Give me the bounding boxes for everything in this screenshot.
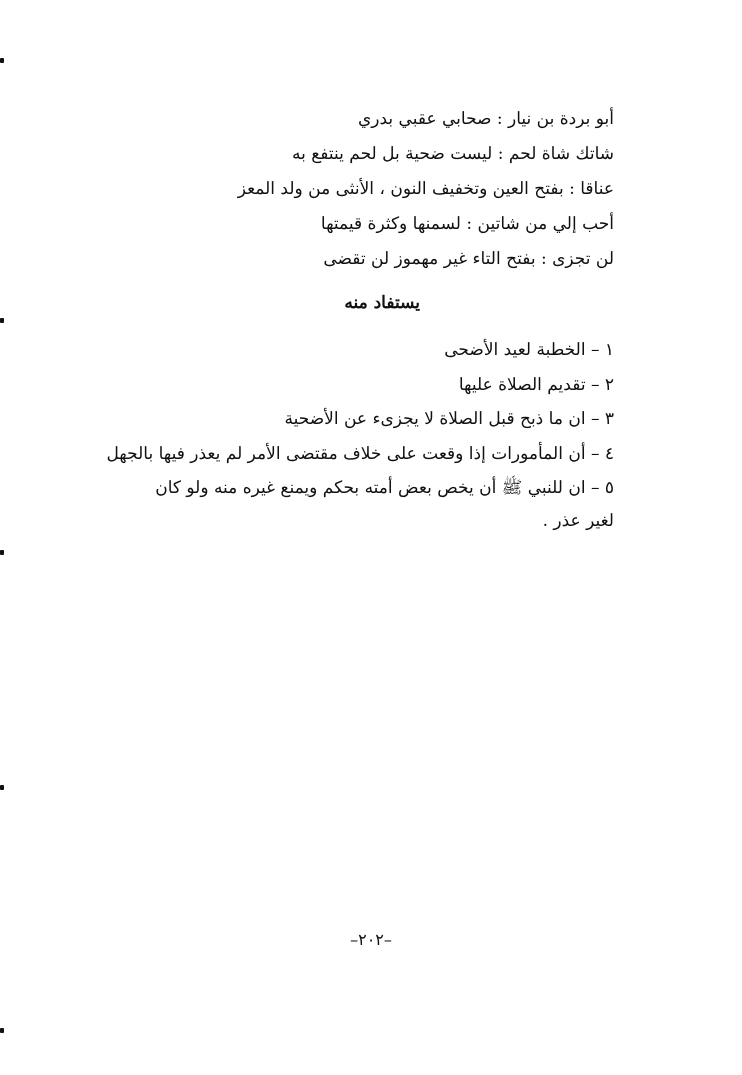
glossary-line: أحب إلي من شاتين : لسمنها وكثرة قيمتها xyxy=(320,214,614,234)
margin-mark xyxy=(0,318,4,323)
glossary-line: أبو بردة بن نيار : صحابي عقبي بدري xyxy=(357,109,614,129)
lesson-continuation: لغير عذر . xyxy=(542,510,614,531)
glossary-line: عناقا : بفتح العين وتخفيف النون ، الأنثى من ولد المعز xyxy=(237,179,614,199)
section-heading: يستفاد منه xyxy=(344,293,420,313)
glossary-line: لن تجزى : بفتح التاء غير مهموز لن تقضى xyxy=(323,249,614,269)
glossary-line: شاتك شاة لحم : ليست ضحية بل لحم ينتفع به xyxy=(291,144,614,164)
margin-mark xyxy=(0,1028,4,1033)
margin-mark xyxy=(0,58,4,63)
glossary-section xyxy=(134,102,614,277)
lesson-item: ٥ – ان للنبي ﷺ أن يخص بعض أمته بحكم ويمنع غيره منه ولو كان xyxy=(155,478,614,498)
lesson-item: ٤ – أن المأمورات إذا وقعت على خلاف مقتضى الأمر لم يعذر فيها بالجهل xyxy=(106,443,614,464)
page-number: –٢٠٢– xyxy=(350,930,392,949)
margin-mark xyxy=(0,785,4,790)
lesson-item: ٣ – ان ما ذبح قبل الصلاة لا يجزىء عن الأضحية xyxy=(284,409,614,429)
lesson-item: ١ – الخطبة لعيد الأضحى xyxy=(444,340,614,360)
margin-mark xyxy=(0,550,4,555)
lessons-list xyxy=(94,333,614,536)
lesson-item: ٢ – تقديم الصلاة عليها xyxy=(458,374,614,395)
